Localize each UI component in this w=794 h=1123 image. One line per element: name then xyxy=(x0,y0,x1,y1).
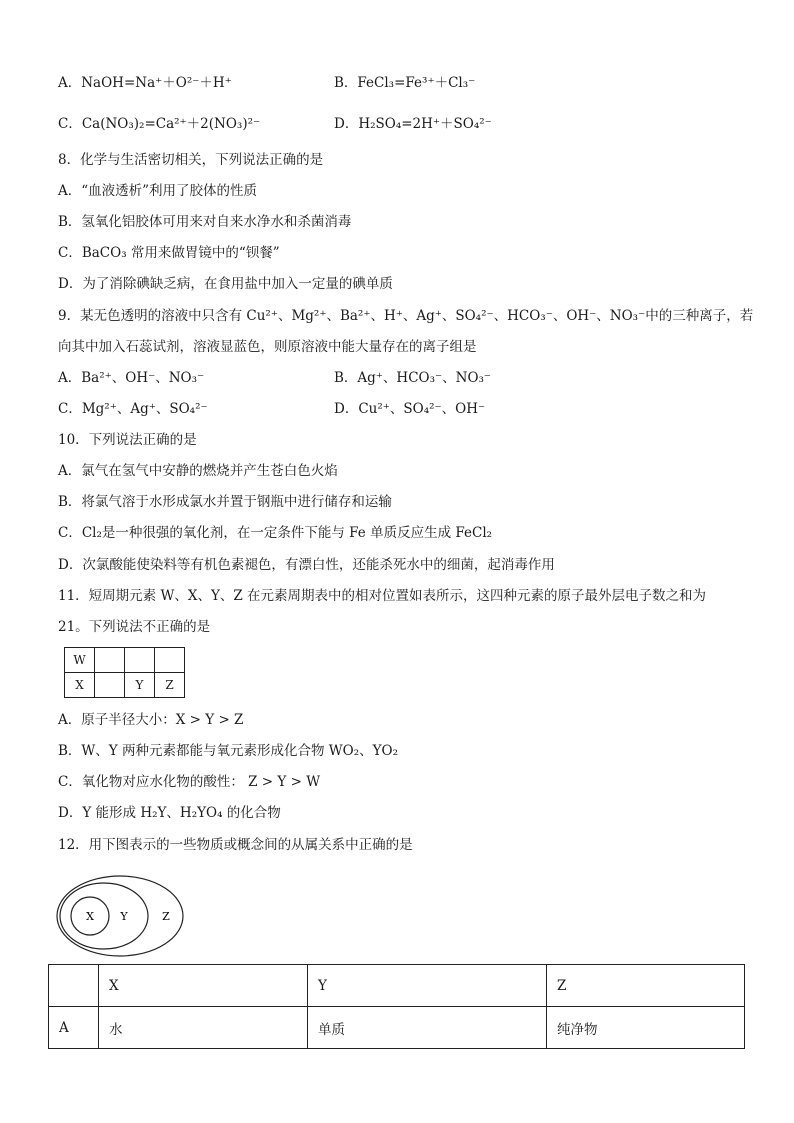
q9-option-d: D．Cu²⁺、SO₄²⁻、OH⁻ xyxy=(334,401,486,417)
q12-stem: 12．用下图表示的一些物质或概念间的从属关系中正确的是 xyxy=(58,837,413,853)
q11-option-d: D．Y 能形成 H₂Y、H₂YO₄ 的化合物 xyxy=(58,805,281,821)
q7-option-d: D．H₂SO₄=2H⁺＋SO₄²⁻ xyxy=(334,116,492,132)
q11-stem-line2: 21。下列说法不正确的是 xyxy=(58,619,211,635)
q10-option-d: D．次氯酸能使染料等有机色素褪色，有漂白性，还能杀死水中的细菌，起消毒作用 xyxy=(58,557,555,573)
periodic-cell: X xyxy=(65,673,95,698)
periodic-cell: W xyxy=(65,648,95,673)
table-cell: A xyxy=(49,1007,99,1049)
q7-option-a: A．NaOH=Na⁺＋O²⁻＋H⁺ xyxy=(58,75,232,91)
q7-option-b: B．FeCl₃=Fe³⁺＋Cl₃⁻ xyxy=(334,75,476,91)
periodic-cell xyxy=(155,648,185,673)
periodic-cell: Z xyxy=(155,673,185,698)
table-row xyxy=(49,1007,745,1049)
set-x-label: X xyxy=(86,910,94,923)
table-header-row xyxy=(49,965,745,1007)
q11-option-b: B．W、Y 两种元素都能与氧元素形成化合物 WO₂、YO₂ xyxy=(58,743,399,759)
set-y-label: Y xyxy=(120,910,128,923)
periodic-cell xyxy=(95,673,125,698)
nested-sets-diagram xyxy=(54,872,190,962)
periodic-cell: Y xyxy=(125,673,155,698)
periodic-cell xyxy=(95,648,125,673)
q9-option-b: B．Ag⁺、HCO₃⁻、NO₃⁻ xyxy=(334,370,492,386)
q8-option-a: A．“血液透析”利用了胶体的性质 xyxy=(58,183,258,199)
q9-option-a: A．Ba²⁺、OH⁻、NO₃⁻ xyxy=(58,370,205,386)
q11-stem-line1: 11．短周期元素 W、X、Y、Z 在元素周期表中的相对位置如表所示，这四种元素的原子最外层电子数之和为 xyxy=(58,588,707,604)
periodic-position-table xyxy=(64,647,185,698)
q8-stem: 8．化学与生活密切相关，下列说法正确的是 xyxy=(58,152,324,168)
q10-option-a: A．氯气在氢气中安静的燃烧并产生苍白色火焰 xyxy=(58,463,338,479)
q8-option-c: C．BaCO₃ 常用来做胃镜中的“钡餐” xyxy=(58,245,280,261)
header-cell: Z xyxy=(547,965,745,1007)
header-cell xyxy=(49,965,99,1007)
middle-set-y xyxy=(60,883,148,949)
q9-stem-line1: 9．某无色透明的溶液中只含有 Cu²⁺、Mg²⁺、Ba²⁺、H⁺、Ag⁺、SO₄²⁻、HCO₃⁻、OH⁻、NO₃⁻中的三种离子，若 xyxy=(58,308,754,324)
table-cell: 单质 xyxy=(308,1007,547,1049)
q10-stem: 10．下列说法正确的是 xyxy=(58,432,197,448)
q11-option-c: C．氧化物对应水化物的酸性： Z > Y > W xyxy=(58,774,321,790)
header-cell: Y xyxy=(308,965,547,1007)
table-cell: 纯净物 xyxy=(547,1007,745,1049)
q8-option-b: B．氢氧化铝胶体可用来对自来水净水和杀菌消毒 xyxy=(58,214,352,230)
q12-answer-table xyxy=(48,964,745,1049)
q10-option-b: B．将氯气溶于水形成氯水并置于钢瓶中进行储存和运输 xyxy=(58,494,392,510)
q11-option-a: A．原子半径大小：X > Y > Z xyxy=(58,712,244,728)
table-cell: 水 xyxy=(99,1007,308,1049)
periodic-row xyxy=(65,648,185,673)
q10-option-c: C．Cl₂是一种很强的氧化剂，在一定条件下能与 Fe 单质反应生成 FeCl₂ xyxy=(58,525,493,541)
q9-stem-line2: 向其中加入石蕊试剂，溶液显蓝色，则原溶液中能大量存在的离子组是 xyxy=(58,339,477,355)
header-cell: X xyxy=(99,965,308,1007)
periodic-row xyxy=(65,673,185,698)
periodic-cell xyxy=(125,648,155,673)
q7-option-c: C．Ca(NO₃)₂=Ca²⁺＋2(NO₃)²⁻ xyxy=(58,116,261,132)
set-z-label: Z xyxy=(162,910,170,923)
q8-option-d: D．为了消除碘缺乏病，在食用盐中加入一定量的碘单质 xyxy=(58,276,393,292)
q9-option-c: C．Mg²⁺、Ag⁺、SO₄²⁻ xyxy=(58,401,208,417)
